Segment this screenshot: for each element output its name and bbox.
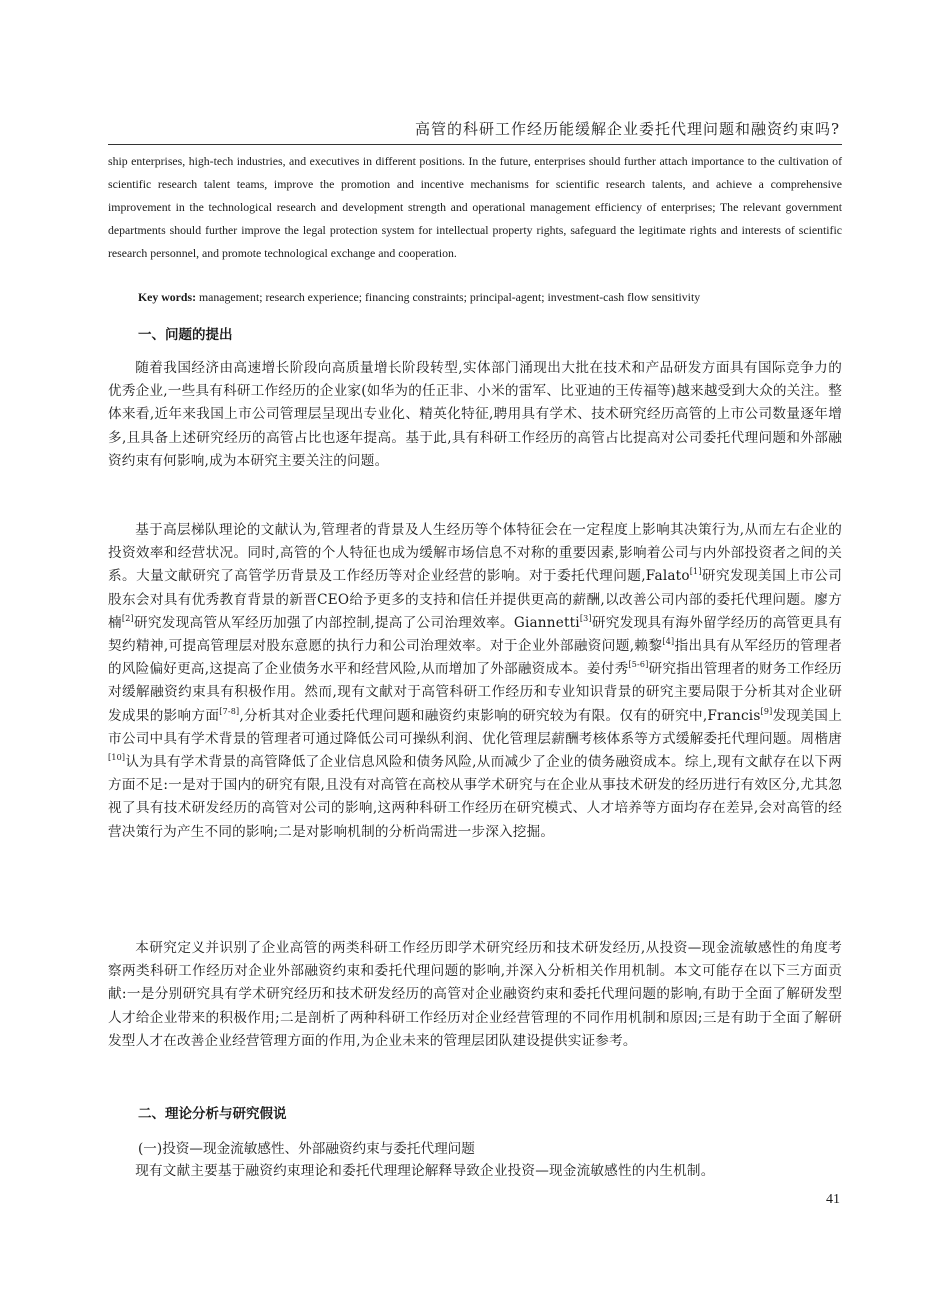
para2-text-2: 研究发现美国上市公司股东会对具有优秀教育背景的新晋CEO给予更多的支持和信任并提供更高的薪酬,以改善公司内部的委托代理问题。廖方楠 xyxy=(108,568,843,631)
para2-text-1: 基于高层梯队理论的文献认为,管理者的背景及人生经历等个体特征会在一定程度上影响其决策行为,从而左右企业的投资效率和经营状况。同时,高管的个人特征也成为缓解市场信息不对称的重要因素,影响着公司与内外部投资者之间的关系。大量文献研究了高管学历背景及工作经历等对企业经营的影响。对于委托代理问题,Falato xyxy=(108,522,842,585)
header-rule xyxy=(108,144,842,145)
section-1-paragraph-1: 随着我国经济由高速增长阶段向高质量增长阶段转型,实体部门涌现出大批在技术和产品研发方面具有国际竞争力的优秀企业,一些具有科研工作经历的企业家(如华为的任正非、小米的雷军、比亚迪的王传福等)越来越受到大众的关注。整体来看,近年来我国上市公司管理层呈现出专业化、精英化特征,聘用具有学术、技术研究经历高管的上市公司数量逐年增多,且具备上述研究经历的高管占比也逐年提高。基于此,具有科研工作经历的高管占比提高对公司委托代理问题和外部融资约束有何影响,成为本研究主要关注的问题。 xyxy=(108,360,842,469)
para2-text-4: 研究发现具有海外留学经历的高管更具有契约精神,可提高管理层对股东意愿的执行力和公司治理效率。对于企业外部融资问题,赖黎 xyxy=(108,614,842,655)
para2-text-5: 指出具有从军经历的管理者的风险偏好更高,这提高了企业债务水平和经营风险,从而增加了外部融资成本。姜付秀 xyxy=(108,638,842,678)
section-2-paragraph-1: 现有文献主要基于融资约束理论和委托代理理论解释导致企业投资—现金流敏感性的内生机制。 xyxy=(135,1163,715,1179)
para2-text-8: 发现美国上市公司中具有学术背景的管理者可通过降低公司可操纵利润、优化管理层薪酬考核体系等方式缓解委托代理问题。周楷唐 xyxy=(108,707,842,747)
citation-4: [4] xyxy=(662,637,675,647)
para2-text-9: 认为具有学术背景的高管降低了企业信息风险和债务风险,从而减少了企业的债务融资成本。综上,现有文献存在以下两方面不足:一是对于国内的研究有限,且没有对高管在高校从事学术研究与在企业从事技术研发的经历进行有效区分,尤其忽视了具有技术研发经历的高管对公司的影响,这两种科研工作经历在研究模式、人才培养等方面均存在差异,会对高管的经营决策行为产生不同的影响;二是对影响机制的分析尚需进一步深入挖掘。 xyxy=(108,754,842,840)
section-1-paragraph-3: 本研究定义并识别了企业高管的两类科研工作经历即学术研究经历和技术研发经历,从投资—现金流敏感性的角度考察两类科研工作经历对企业外部融资约束和委托代理问题的影响,并深入分析相关作用机制。本文可能存在以下三方面贡献:一是分别研究具有学术研究经历和技术研发经历的高管对企业融资约束和委托代理问题的影响,有助于全面了解研发型人才给企业带来的积极作用;二是剖析了两种科研工作经历对企业经营管理的不同作用机制和原因;三是有助于全面了解研发型人才在改善企业经营管理方面的作用,为企业未来的管理层团队建设提供实证参考。 xyxy=(108,940,842,1049)
keywords-text: management; research experience; financing constraints; principal-agent; investment-cash flow sensitivity xyxy=(196,290,701,304)
citation-7-8: [7-8] xyxy=(219,706,240,716)
citation-1: [1] xyxy=(689,567,702,577)
section-1-paragraph-2 xyxy=(108,519,842,844)
running-head: 高管的科研工作经历能缓解企业委托代理问题和融资约束吗? xyxy=(414,120,840,138)
english-abstract-tail: ship enterprises, high-tech industries, and executives in different positions. In the future, enterprises should further attach importance to the cultivation of scientific research talent teams, improve the promotion and incentive mechanisms for scientific research talents, and achieve a comprehensive improvement in the technological research and development strength and operational management efficiency of enterprises; The relevant government departments should further improve the legal protection system for intellectual property rights, safeguard the legitimate rights and interests of scientific research personnel, and promote technological exchange and cooperation. xyxy=(108,154,842,260)
section-1-title: 一、问题的提出 xyxy=(138,327,233,343)
citation-5-6: [5-6] xyxy=(628,660,649,670)
citation-3: [3] xyxy=(579,613,592,623)
citation-9: [9] xyxy=(760,706,773,716)
keywords xyxy=(138,287,848,307)
citation-2: [2] xyxy=(121,613,134,623)
para2-text-3: 研究发现高管从军经历加强了内部控制,提高了公司治理效率。Giannetti xyxy=(133,614,580,631)
page-number: 41 xyxy=(826,1192,840,1207)
para2-text-7: ,分析其对企业委托代理问题和融资约束影响的研究较为有限。仅有的研究中,Francis xyxy=(239,707,761,724)
keywords-label: Key words: xyxy=(138,290,196,304)
section-2-title: 二、理论分析与研究假说 xyxy=(138,1106,287,1122)
para2-text-6: 研究指出管理者的财务工作经历对缓解融资约束具有积极作用。然而,现有文献对于高管科研工作经历和专业知识背景的研究主要局限于分析其对企业研发成果的影响方面 xyxy=(108,661,842,724)
citation-10: [10] xyxy=(108,753,126,763)
section-2-subtitle: (一)投资—现金流敏感性、外部融资约束与委托代理问题 xyxy=(138,1141,475,1157)
